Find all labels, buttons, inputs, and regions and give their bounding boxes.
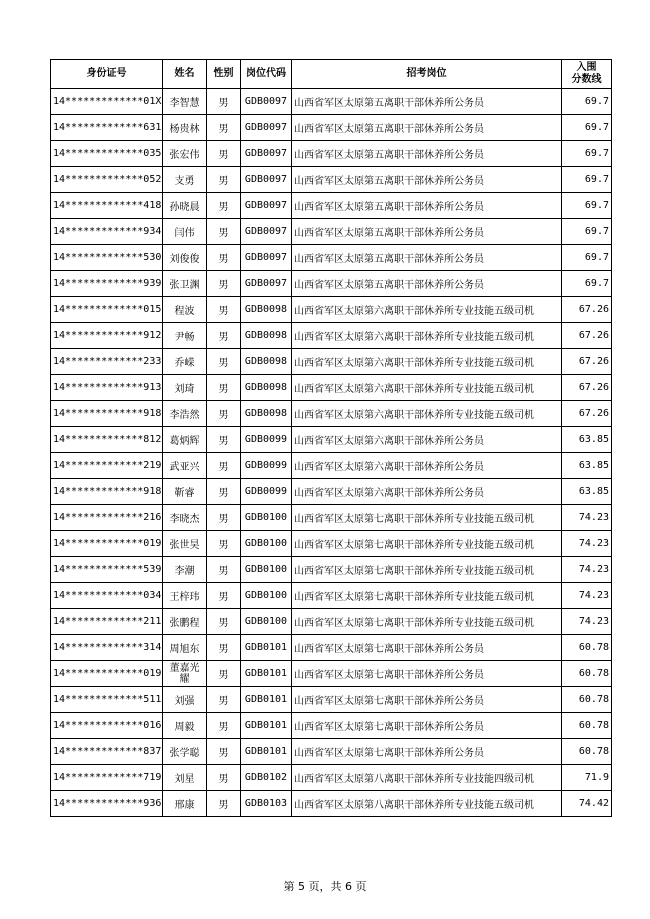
cell-gender: 男 bbox=[207, 349, 241, 375]
cell-gender: 男 bbox=[207, 375, 241, 401]
cell-gender: 男 bbox=[207, 505, 241, 531]
header-score-text: 入围 分数线 bbox=[571, 62, 602, 85]
cell-id: 14*************019 bbox=[51, 661, 163, 687]
cell-code: GDB0100 bbox=[241, 531, 292, 557]
cell-code: GDB0099 bbox=[241, 427, 292, 453]
cell-name: 张鹏程 bbox=[163, 609, 207, 635]
cell-position: 山西省军区太原第七离职干部休养所专业技能五级司机 bbox=[292, 531, 562, 557]
table-row bbox=[51, 193, 612, 219]
cell-code: GDB0101 bbox=[241, 713, 292, 739]
table-row bbox=[51, 661, 612, 687]
cell-position: 山西省军区太原第七离职干部休养所专业技能五级司机 bbox=[292, 557, 562, 583]
cell-id: 14*************913 bbox=[51, 375, 163, 401]
cell-code: GDB0099 bbox=[241, 453, 292, 479]
cell-position: 山西省军区太原第六离职干部休养所专业技能五级司机 bbox=[292, 401, 562, 427]
cell-score: 69.7 bbox=[562, 141, 612, 167]
cell-gender: 男 bbox=[207, 297, 241, 323]
cell-gender: 男 bbox=[207, 713, 241, 739]
cell-id: 14*************233 bbox=[51, 349, 163, 375]
cell-score: 60.78 bbox=[562, 687, 612, 713]
cell-id: 14*************016 bbox=[51, 713, 163, 739]
cell-gender: 男 bbox=[207, 479, 241, 505]
table-row bbox=[51, 713, 612, 739]
cell-name: 张卫渊 bbox=[163, 271, 207, 297]
cell-score: 69.7 bbox=[562, 219, 612, 245]
cell-code: GDB0100 bbox=[241, 583, 292, 609]
table-row bbox=[51, 401, 612, 427]
cell-position: 山西省军区太原第六离职干部休养所公务员 bbox=[292, 453, 562, 479]
cell-id: 14*************219 bbox=[51, 453, 163, 479]
table-row bbox=[51, 765, 612, 791]
cell-gender: 男 bbox=[207, 427, 241, 453]
table-row bbox=[51, 297, 612, 323]
cell-id: 14*************418 bbox=[51, 193, 163, 219]
cell-gender: 男 bbox=[207, 89, 241, 115]
table-row bbox=[51, 557, 612, 583]
table-row bbox=[51, 427, 612, 453]
table-row bbox=[51, 167, 612, 193]
cell-id: 14*************918 bbox=[51, 479, 163, 505]
cell-gender: 男 bbox=[207, 193, 241, 219]
cell-code: GDB0098 bbox=[241, 323, 292, 349]
cell-score: 67.26 bbox=[562, 323, 612, 349]
cell-name: 周旭东 bbox=[163, 635, 207, 661]
cell-position: 山西省军区太原第七离职干部休养所公务员 bbox=[292, 713, 562, 739]
cell-name: 闫伟 bbox=[163, 219, 207, 245]
cell-code: GDB0097 bbox=[241, 115, 292, 141]
cell-name: 邢康 bbox=[163, 791, 207, 817]
cell-position: 山西省军区太原第七离职干部休养所公务员 bbox=[292, 687, 562, 713]
cell-gender: 男 bbox=[207, 739, 241, 765]
cell-position: 山西省军区太原第七离职干部休养所专业技能五级司机 bbox=[292, 609, 562, 635]
table-row bbox=[51, 531, 612, 557]
cell-code: GDB0101 bbox=[241, 739, 292, 765]
cell-position: 山西省军区太原第五离职干部休养所公务员 bbox=[292, 115, 562, 141]
cell-gender: 男 bbox=[207, 635, 241, 661]
cell-score: 69.7 bbox=[562, 271, 612, 297]
table-row bbox=[51, 453, 612, 479]
cell-score: 69.7 bbox=[562, 115, 612, 141]
cell-gender: 男 bbox=[207, 453, 241, 479]
cell-id: 14*************812 bbox=[51, 427, 163, 453]
cell-score: 74.23 bbox=[562, 531, 612, 557]
cell-position: 山西省军区太原第七离职干部休养所专业技能五级司机 bbox=[292, 583, 562, 609]
cell-code: GDB0097 bbox=[241, 89, 292, 115]
cell-score: 74.23 bbox=[562, 609, 612, 635]
cell-position: 山西省军区太原第五离职干部休养所公务员 bbox=[292, 193, 562, 219]
cell-score: 74.42 bbox=[562, 791, 612, 817]
cell-score: 67.26 bbox=[562, 349, 612, 375]
cell-position: 山西省军区太原第六离职干部休养所公务员 bbox=[292, 427, 562, 453]
cell-name: 程波 bbox=[163, 297, 207, 323]
table-row bbox=[51, 609, 612, 635]
cell-code: GDB0101 bbox=[241, 635, 292, 661]
cell-code: GDB0098 bbox=[241, 401, 292, 427]
table-row bbox=[51, 739, 612, 765]
cell-name: 刘星 bbox=[163, 765, 207, 791]
cell-score: 60.78 bbox=[562, 635, 612, 661]
cell-score: 60.78 bbox=[562, 661, 612, 687]
cell-code: GDB0099 bbox=[241, 479, 292, 505]
page-footer: 第 5 页，共 6 页 bbox=[283, 880, 367, 893]
table-row bbox=[51, 115, 612, 141]
cell-position: 山西省军区太原第五离职干部休养所公务员 bbox=[292, 219, 562, 245]
cell-position: 山西省军区太原第五离职干部休养所公务员 bbox=[292, 89, 562, 115]
cell-code: GDB0097 bbox=[241, 219, 292, 245]
cell-name: 支勇 bbox=[163, 167, 207, 193]
cell-gender: 男 bbox=[207, 765, 241, 791]
cell-id: 14*************837 bbox=[51, 739, 163, 765]
cell-id: 14*************936 bbox=[51, 791, 163, 817]
cell-gender: 男 bbox=[207, 167, 241, 193]
cell-position: 山西省军区太原第五离职干部休养所公务员 bbox=[292, 141, 562, 167]
cell-name: 武亚兴 bbox=[163, 453, 207, 479]
cell-score: 60.78 bbox=[562, 739, 612, 765]
header-gender: 性别 bbox=[207, 60, 241, 89]
cell-position: 山西省军区太原第六离职干部休养所专业技能五级司机 bbox=[292, 297, 562, 323]
cell-id: 14*************211 bbox=[51, 609, 163, 635]
cell-score: 69.7 bbox=[562, 245, 612, 271]
cell-position: 山西省军区太原第六离职干部休养所专业技能五级司机 bbox=[292, 323, 562, 349]
cell-name: 刘俊俊 bbox=[163, 245, 207, 271]
cell-position: 山西省军区太原第六离职干部休养所公务员 bbox=[292, 479, 562, 505]
cell-gender: 男 bbox=[207, 245, 241, 271]
cell-score: 63.85 bbox=[562, 427, 612, 453]
cell-name: 葛炳辉 bbox=[163, 427, 207, 453]
table-row bbox=[51, 635, 612, 661]
cell-position: 山西省军区太原第七离职干部休养所公务员 bbox=[292, 739, 562, 765]
cell-id: 14*************015 bbox=[51, 297, 163, 323]
cell-name: 王梓玮 bbox=[163, 583, 207, 609]
cell-name: 李智慧 bbox=[163, 89, 207, 115]
cell-name: 孙晓晨 bbox=[163, 193, 207, 219]
header-code: 岗位代码 bbox=[241, 60, 292, 89]
cell-gender: 男 bbox=[207, 141, 241, 167]
cell-code: GDB0097 bbox=[241, 193, 292, 219]
cell-score: 74.23 bbox=[562, 557, 612, 583]
table-row bbox=[51, 219, 612, 245]
cell-name: 杨贵林 bbox=[163, 115, 207, 141]
cell-code: GDB0097 bbox=[241, 245, 292, 271]
cell-gender: 男 bbox=[207, 323, 241, 349]
cell-id: 14*************719 bbox=[51, 765, 163, 791]
cell-gender: 男 bbox=[207, 557, 241, 583]
cell-code: GDB0097 bbox=[241, 167, 292, 193]
cell-score: 60.78 bbox=[562, 713, 612, 739]
cell-id: 14*************035 bbox=[51, 141, 163, 167]
header-id: 身份证号 bbox=[51, 60, 163, 89]
cell-position: 山西省军区太原第六离职干部休养所专业技能五级司机 bbox=[292, 349, 562, 375]
cell-id: 14*************052 bbox=[51, 167, 163, 193]
table-row bbox=[51, 375, 612, 401]
cell-id: 14*************912 bbox=[51, 323, 163, 349]
cell-score: 71.9 bbox=[562, 765, 612, 791]
table-body bbox=[51, 89, 612, 817]
cell-id: 14*************511 bbox=[51, 687, 163, 713]
cell-position: 山西省军区太原第五离职干部休养所公务员 bbox=[292, 167, 562, 193]
cell-gender: 男 bbox=[207, 609, 241, 635]
cell-position: 山西省军区太原第六离职干部休养所专业技能五级司机 bbox=[292, 375, 562, 401]
cell-id: 14*************918 bbox=[51, 401, 163, 427]
table-row bbox=[51, 89, 612, 115]
cell-code: GDB0103 bbox=[241, 791, 292, 817]
cell-score: 69.7 bbox=[562, 89, 612, 115]
results-table bbox=[50, 59, 612, 817]
cell-name: 张宏伟 bbox=[163, 141, 207, 167]
cell-id: 14*************034 bbox=[51, 583, 163, 609]
cell-name: 李晓杰 bbox=[163, 505, 207, 531]
cell-gender: 男 bbox=[207, 661, 241, 687]
cell-gender: 男 bbox=[207, 791, 241, 817]
cell-id: 14*************530 bbox=[51, 245, 163, 271]
cell-gender: 男 bbox=[207, 115, 241, 141]
cell-position: 山西省军区太原第八离职干部休养所专业技能五级司机 bbox=[292, 791, 562, 817]
cell-id: 14*************216 bbox=[51, 505, 163, 531]
cell-code: GDB0098 bbox=[241, 375, 292, 401]
table-row bbox=[51, 687, 612, 713]
cell-name: 乔嵘 bbox=[163, 349, 207, 375]
cell-id: 14*************631 bbox=[51, 115, 163, 141]
cell-position: 山西省军区太原第五离职干部休养所公务员 bbox=[292, 271, 562, 297]
cell-id: 14*************934 bbox=[51, 219, 163, 245]
table-row bbox=[51, 271, 612, 297]
table-row bbox=[51, 245, 612, 271]
cell-code: GDB0098 bbox=[241, 297, 292, 323]
cell-code: GDB0100 bbox=[241, 505, 292, 531]
cell-name: 尹畅 bbox=[163, 323, 207, 349]
cell-score: 63.85 bbox=[562, 453, 612, 479]
cell-position: 山西省军区太原第五离职干部休养所公务员 bbox=[292, 245, 562, 271]
table-row bbox=[51, 323, 612, 349]
table-row bbox=[51, 141, 612, 167]
cell-code: GDB0100 bbox=[241, 557, 292, 583]
cell-name: 张学聪 bbox=[163, 739, 207, 765]
cell-score: 69.7 bbox=[562, 167, 612, 193]
cell-gender: 男 bbox=[207, 531, 241, 557]
table-row bbox=[51, 479, 612, 505]
cell-name: 张世昊 bbox=[163, 531, 207, 557]
cell-position: 山西省军区太原第七离职干部休养所专业技能五级司机 bbox=[292, 505, 562, 531]
cell-score: 67.26 bbox=[562, 375, 612, 401]
table-header-row bbox=[51, 60, 612, 89]
header-position: 招考岗位 bbox=[292, 60, 562, 89]
cell-gender: 男 bbox=[207, 219, 241, 245]
header-name: 姓名 bbox=[163, 60, 207, 89]
table-row bbox=[51, 349, 612, 375]
cell-gender: 男 bbox=[207, 271, 241, 297]
table-row bbox=[51, 583, 612, 609]
cell-id: 14*************539 bbox=[51, 557, 163, 583]
cell-name: 靳睿 bbox=[163, 479, 207, 505]
cell-gender: 男 bbox=[207, 401, 241, 427]
cell-score: 67.26 bbox=[562, 297, 612, 323]
table-row bbox=[51, 791, 612, 817]
cell-score: 69.7 bbox=[562, 193, 612, 219]
cell-name: 李潮 bbox=[163, 557, 207, 583]
cell-id: 14*************939 bbox=[51, 271, 163, 297]
cell-name: 刘琦 bbox=[163, 375, 207, 401]
cell-code: GDB0101 bbox=[241, 687, 292, 713]
cell-code: GDB0097 bbox=[241, 141, 292, 167]
cell-code: GDB0102 bbox=[241, 765, 292, 791]
cell-position: 山西省军区太原第七离职干部休养所公务员 bbox=[292, 635, 562, 661]
cell-position: 山西省军区太原第八离职干部休养所专业技能四级司机 bbox=[292, 765, 562, 791]
cell-id: 14*************01X bbox=[51, 89, 163, 115]
cell-gender: 男 bbox=[207, 583, 241, 609]
cell-gender: 男 bbox=[207, 687, 241, 713]
cell-name: 周毅 bbox=[163, 713, 207, 739]
cell-score: 63.85 bbox=[562, 479, 612, 505]
cell-code: GDB0100 bbox=[241, 609, 292, 635]
cell-code: GDB0098 bbox=[241, 349, 292, 375]
cell-id: 14*************019 bbox=[51, 531, 163, 557]
cell-score: 67.26 bbox=[562, 401, 612, 427]
cell-name: 董嘉光耀 bbox=[163, 661, 207, 687]
cell-position: 山西省军区太原第七离职干部休养所公务员 bbox=[292, 661, 562, 687]
cell-code: GDB0101 bbox=[241, 661, 292, 687]
cell-code: GDB0097 bbox=[241, 271, 292, 297]
cell-score: 74.23 bbox=[562, 583, 612, 609]
cell-name: 刘强 bbox=[163, 687, 207, 713]
table-row bbox=[51, 505, 612, 531]
header-score bbox=[562, 60, 612, 89]
cell-id: 14*************314 bbox=[51, 635, 163, 661]
cell-name: 李浩然 bbox=[163, 401, 207, 427]
cell-score: 74.23 bbox=[562, 505, 612, 531]
